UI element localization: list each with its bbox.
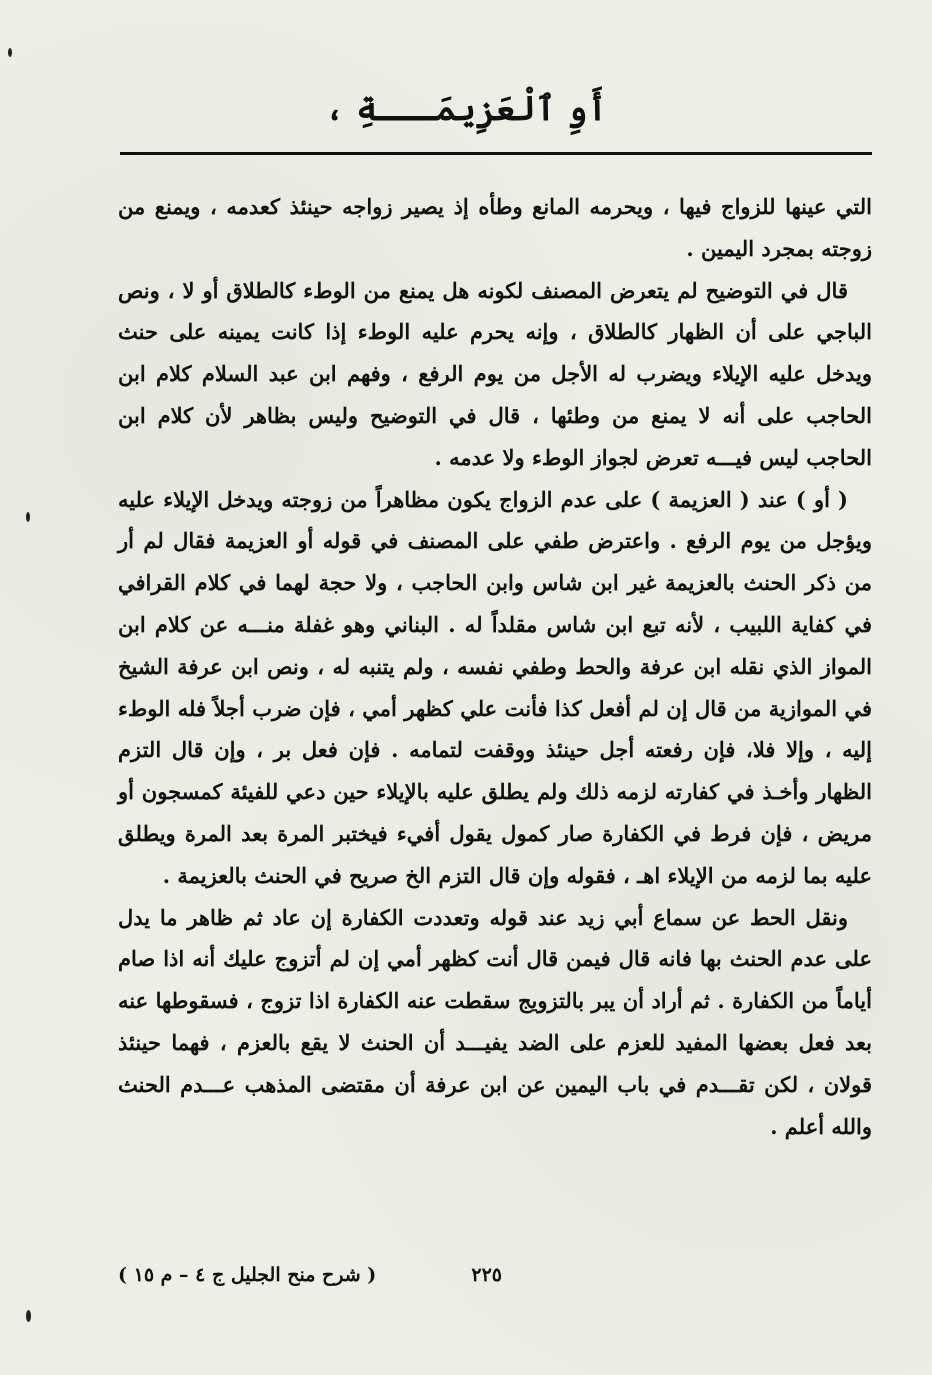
page-footer — [118, 1264, 872, 1296]
scan-speck — [8, 48, 12, 57]
paragraph: ونقل الحط عن سماع أبي زيد عند قوله وتعددت الكفارة إن عاد ثم ظاهر ما يدل على عدم الحنث بها فانه قال فيمن قال أنت كظهر أمي إن لم أتزوج عليك أنه اذا صام أياماً من الكفارة . ثم أراد أن يبر بالتزويج سقطت عنه الكفارة اذا تزوج ، فسقوطها عنه بعد فعل بعضها المفيد للعزم على الضد يفيـــد أن الحنث لا يقع بالعزم ، فهما حينئذ قولان ، لكن تقـــدم في باب اليمين عن ابن عرفة أن مقتضى المذهب عـــدم الحنث والله أعلم . — [118, 904, 872, 1139]
header-rule — [120, 152, 872, 155]
page-header-title: أَوِ ٱلْعَزِيمَـــةِ ، — [324, 89, 608, 129]
paragraph: قال في التوضيح لم يتعرض المصنف لكونه هل يمنع من الوطء كالطلاق أو لا ، ونص الباجي على أن الظهار كالطلاق ، وإنه يحرم عليه الوطء إذا كانت يمينه على حنث ويدخل عليه الإيلاء ويضرب له الأجل من يوم الرفع ، وفهم ابن عبد السلام كلام ابن الحاجب على أنه لا يمنع من وطئها ، قال في التوضيح وليس بظاهر لأن كلام ابن الحاجب ليس فيـــه تعرض لجواز الوطء ولا عدمه . — [118, 277, 872, 470]
scan-speck — [26, 512, 30, 522]
footer-reference: ( شرح منح الجليل ج ٤ – م ١٥ ) — [118, 1264, 377, 1286]
paragraph: ( أو ) عند ( العزيمة ) على عدم الزواج يكون مظاهراً من زوجته ويدخل الإيلاء عليه ويؤجل من يوم الرفع . واعترض طفي على المصنف في قوله أو العزيمة فقال لم أر من ذكر الحنث بالعزيمة غير ابن شاس وابن الحاجب ، ولا حجة لهما في كلام القرافي في كفاية اللبيب ، لأنه تبع ابن شاس مقلداً له . البناني وهو غفلة منـــه عن كلام ابن المواز الذي نقله ابن عرفة والحط وطفي نفسه ، ولم يتنبه له ، ونص ابن عرفة الشيخ في الموازية من قال إن لم أفعل كذا فأنت علي كظهر أمي ، فإن ضرب أجلاً فله الوطء إليه ، وإلا فلا، فإن رفعته أجل حينئذ ووقفت لتمامه . فإن فعل بر ، وإن قال التزم الظهار وأخـذ في كفارته لزمه ذلك ولم يطلق عليه بالإيلاء حين دعي للفيئة كمسجون أو مريض ، فإن فرط في الكفارة صار كمول يقول أفيء فيختبر المرة بعد المرة ويطلق عليه بما لزمه من الإيلاء اهـ ، فقوله وإن قال التزم الخ صريح في الحنث بالعزيمة . — [118, 486, 872, 888]
paragraph: التي عينها للزواج فيها ، ويحرمه المانع وطأه إذ يصير زواجه حينئذ كعدمه ، ويمنع من زوجته بمجرد اليمين . — [118, 194, 872, 261]
page-number: ٢٢٥ — [471, 1264, 502, 1286]
scan-speck — [26, 1310, 31, 1322]
body-text — [118, 186, 872, 1147]
